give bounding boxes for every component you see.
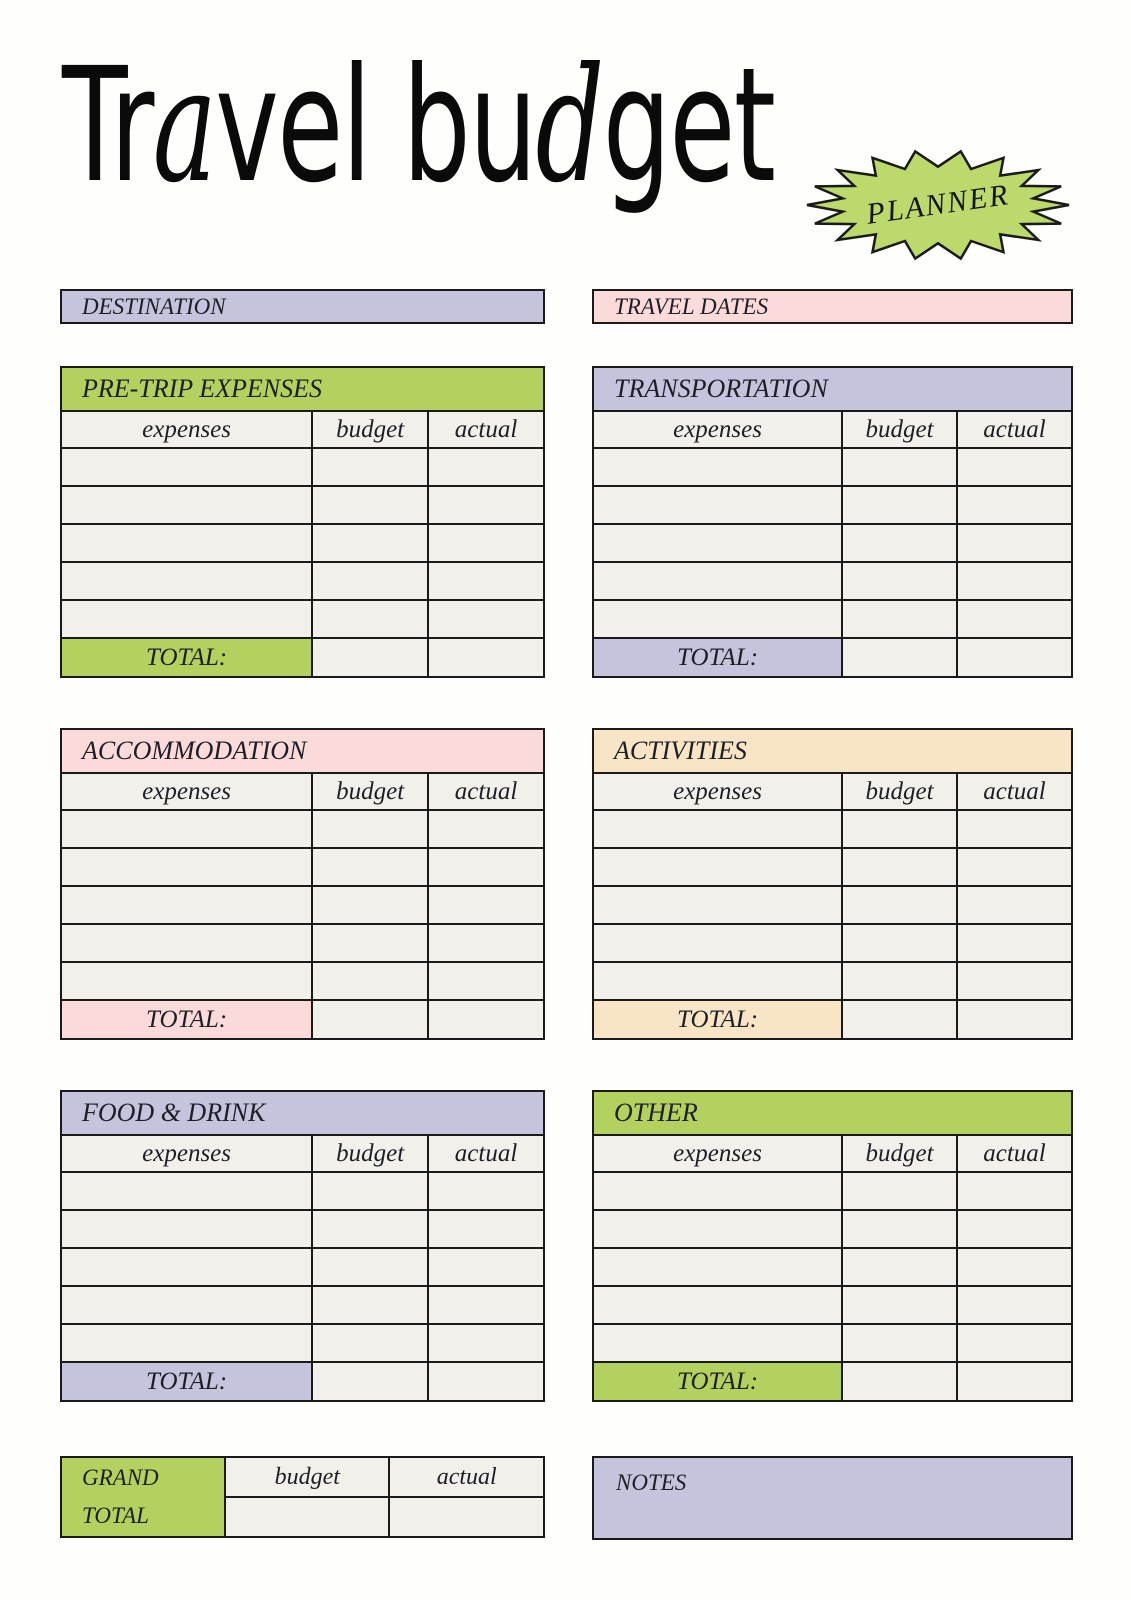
expense-cell[interactable] [593,924,842,962]
expense-cell[interactable] [593,1210,842,1248]
actual-cell[interactable] [428,962,544,1000]
expense-cell[interactable] [593,886,842,924]
budget-cell[interactable] [842,848,957,886]
total-budget-cell[interactable] [842,1362,957,1401]
actual-cell[interactable] [957,1248,1072,1286]
column-header-budget: budget [312,773,428,810]
actual-cell[interactable] [428,1248,544,1286]
expense-cell[interactable] [593,524,842,562]
actual-cell[interactable] [428,486,544,524]
total-label: TOTAL: [593,1362,842,1401]
budget-cell[interactable] [312,562,428,600]
planner-badge [804,146,1072,264]
section-transportation [592,366,1073,678]
total-label: TOTAL: [61,638,312,677]
grand-total-label-cell [61,1457,225,1537]
expense-cell[interactable] [61,1324,312,1362]
column-header-actual: actual [428,411,544,448]
expense-cell[interactable] [61,1286,312,1324]
section-food-drink [60,1090,545,1402]
grand-total-table [60,1456,545,1538]
actual-cell[interactable] [428,886,544,924]
actual-cell[interactable] [957,1172,1072,1210]
expense-cell[interactable] [61,848,312,886]
expense-cell[interactable] [593,1248,842,1286]
grand-label-line1: GRAND [82,1465,159,1490]
column-header-expenses: expenses [593,1135,842,1172]
section-title: FOOD & DRINK [61,1091,544,1135]
expense-row [61,600,544,638]
total-budget-cell[interactable] [312,1000,428,1039]
budget-cell[interactable] [312,524,428,562]
expense-cell[interactable] [61,524,312,562]
actual-cell[interactable] [428,600,544,638]
title-part: get [602,34,775,218]
expense-row [61,810,544,848]
expense-cell[interactable] [61,924,312,962]
budget-cell[interactable] [842,1172,957,1210]
expense-row [593,1248,1072,1286]
section-title: ACCOMMODATION [61,729,544,773]
expense-row [593,886,1072,924]
section-pre-trip-expenses [60,366,545,678]
actual-cell[interactable] [957,600,1072,638]
actual-cell[interactable] [957,848,1072,886]
expense-row [593,562,1072,600]
expense-row [61,848,544,886]
budget-cell[interactable] [312,810,428,848]
column-header-actual: actual [957,411,1072,448]
actual-cell[interactable] [957,1286,1072,1324]
expense-row [593,810,1072,848]
expense-cell[interactable] [61,448,312,486]
budget-cell[interactable] [842,810,957,848]
section-accommodation [60,728,545,1040]
total-budget-cell[interactable] [312,1362,428,1401]
section-title: OTHER [593,1091,1072,1135]
expense-row [593,486,1072,524]
budget-cell[interactable] [842,962,957,1000]
actual-cell[interactable] [957,1324,1072,1362]
budget-cell[interactable] [312,1172,428,1210]
expense-row [593,848,1072,886]
expense-cell[interactable] [593,562,842,600]
expense-row [593,962,1072,1000]
budget-cell[interactable] [312,1248,428,1286]
notes-label: NOTES [616,1470,687,1495]
expense-row [61,924,544,962]
expense-cell[interactable] [61,1210,312,1248]
expense-cell[interactable] [593,1172,842,1210]
grand-total-section [60,1456,545,1538]
section-title: TRANSPORTATION [593,367,1072,411]
notes-field[interactable] [592,1456,1073,1540]
column-header-actual: actual [957,773,1072,810]
actual-cell[interactable] [957,810,1072,848]
grand-label-line2: TOTAL [82,1503,149,1528]
other-table [592,1090,1073,1402]
budget-cell[interactable] [842,486,957,524]
total-label: TOTAL: [593,1000,842,1039]
expense-cell[interactable] [61,562,312,600]
actual-cell[interactable] [957,524,1072,562]
expense-cell[interactable] [593,962,842,1000]
actual-cell[interactable] [428,1286,544,1324]
budget-cell[interactable] [312,486,428,524]
total-actual-cell[interactable] [957,1000,1072,1039]
expense-row [61,562,544,600]
expense-row [593,924,1072,962]
destination-label: DESTINATION [82,293,226,319]
budget-cell[interactable] [312,1324,428,1362]
total-label: TOTAL: [61,1362,312,1401]
expense-cell[interactable] [593,1324,842,1362]
title-part: vel bu [215,34,536,218]
budget-cell[interactable] [842,448,957,486]
actual-cell[interactable] [428,524,544,562]
expense-cell[interactable] [593,810,842,848]
column-header-budget: budget [312,1135,428,1172]
expense-row [61,1286,544,1324]
actual-cell[interactable] [957,886,1072,924]
total-actual-cell[interactable] [428,1000,544,1039]
actual-cell[interactable] [428,1172,544,1210]
food-drink-table [60,1090,545,1402]
expense-row [61,1172,544,1210]
grand-budget-header: budget [225,1457,389,1497]
section-title: PRE-TRIP EXPENSES [61,367,544,411]
expense-cell[interactable] [61,486,312,524]
budget-cell[interactable] [842,1324,957,1362]
column-header-actual: actual [957,1135,1072,1172]
travel-dates-label: TRAVEL DATES [614,293,769,319]
actual-cell[interactable] [957,448,1072,486]
total-budget-cell[interactable] [842,1000,957,1039]
expense-row [593,1324,1072,1362]
destination-field[interactable] [60,289,545,324]
total-actual-cell[interactable] [428,1362,544,1401]
expense-row [61,1248,544,1286]
expense-cell[interactable] [61,1248,312,1286]
budget-cell[interactable] [312,886,428,924]
expense-cell[interactable] [593,600,842,638]
grand-actual-header: actual [389,1457,544,1497]
expense-row [61,1324,544,1362]
actual-cell[interactable] [428,1210,544,1248]
column-header-actual: actual [428,1135,544,1172]
title-part: Tr [62,34,153,218]
expense-cell[interactable] [61,1172,312,1210]
actual-cell[interactable] [428,562,544,600]
expense-row [593,1286,1072,1324]
expense-cell[interactable] [593,1286,842,1324]
total-label: TOTAL: [61,1000,312,1039]
section-title: ACTIVITIES [593,729,1072,773]
budget-cell[interactable] [842,886,957,924]
badge-label: PLANNER [864,178,1012,231]
budget-cell[interactable] [842,1210,957,1248]
expense-row [593,600,1072,638]
column-header-budget: budget [842,1135,957,1172]
actual-cell[interactable] [957,1210,1072,1248]
title-part-italic: d [535,34,603,218]
total-actual-cell[interactable] [957,638,1072,677]
budget-cell[interactable] [842,1286,957,1324]
expense-row [593,448,1072,486]
title-part-italic: a [152,34,216,218]
expense-row [593,1210,1072,1248]
actual-cell[interactable] [428,1324,544,1362]
budget-cell[interactable] [312,962,428,1000]
total-budget-cell[interactable] [842,638,957,677]
expense-cell[interactable] [593,848,842,886]
expense-cell[interactable] [61,810,312,848]
expense-row [61,962,544,1000]
expense-row [593,524,1072,562]
actual-cell[interactable] [428,810,544,848]
expense-cell[interactable] [593,448,842,486]
actual-cell[interactable] [957,486,1072,524]
section-other [592,1090,1073,1402]
total-actual-cell[interactable] [428,638,544,677]
expense-cell[interactable] [61,962,312,1000]
travel-dates-field[interactable] [592,289,1073,324]
column-header-expenses: expenses [61,1135,312,1172]
transportation-table [592,366,1073,678]
budget-cell[interactable] [312,448,428,486]
expense-row [61,524,544,562]
actual-cell[interactable] [428,448,544,486]
actual-cell[interactable] [957,924,1072,962]
expense-row [61,486,544,524]
budget-cell[interactable] [842,600,957,638]
expense-row [61,448,544,486]
section-activities [592,728,1073,1040]
column-header-expenses: expenses [593,773,842,810]
column-header-budget: budget [842,411,957,448]
budget-cell[interactable] [312,600,428,638]
expense-cell[interactable] [61,886,312,924]
expense-cell[interactable] [593,486,842,524]
total-actual-cell[interactable] [957,1362,1072,1401]
actual-cell[interactable] [428,924,544,962]
actual-cell[interactable] [428,848,544,886]
activities-table [592,728,1073,1040]
accommodation-table [60,728,545,1040]
budget-cell[interactable] [842,924,957,962]
expense-row [593,1172,1072,1210]
budget-cell[interactable] [312,1286,428,1324]
pre-trip-expenses-table [60,366,545,678]
expense-row [61,1210,544,1248]
column-header-expenses: expenses [593,411,842,448]
budget-cell[interactable] [842,562,957,600]
budget-cell[interactable] [312,1210,428,1248]
column-header-budget: budget [842,773,957,810]
budget-cell[interactable] [842,1248,957,1286]
grand-budget-cell[interactable] [225,1497,389,1537]
actual-cell[interactable] [957,562,1072,600]
actual-cell[interactable] [957,962,1072,1000]
column-header-actual: actual [428,773,544,810]
page-title [62,34,775,218]
expense-row [61,886,544,924]
column-header-expenses: expenses [61,773,312,810]
expense-cell[interactable] [61,600,312,638]
budget-cell[interactable] [842,524,957,562]
total-label: TOTAL: [593,638,842,677]
column-header-budget: budget [312,411,428,448]
grand-actual-cell[interactable] [389,1497,544,1537]
column-header-expenses: expenses [61,411,312,448]
budget-cell[interactable] [312,848,428,886]
total-budget-cell[interactable] [312,638,428,677]
budget-cell[interactable] [312,924,428,962]
